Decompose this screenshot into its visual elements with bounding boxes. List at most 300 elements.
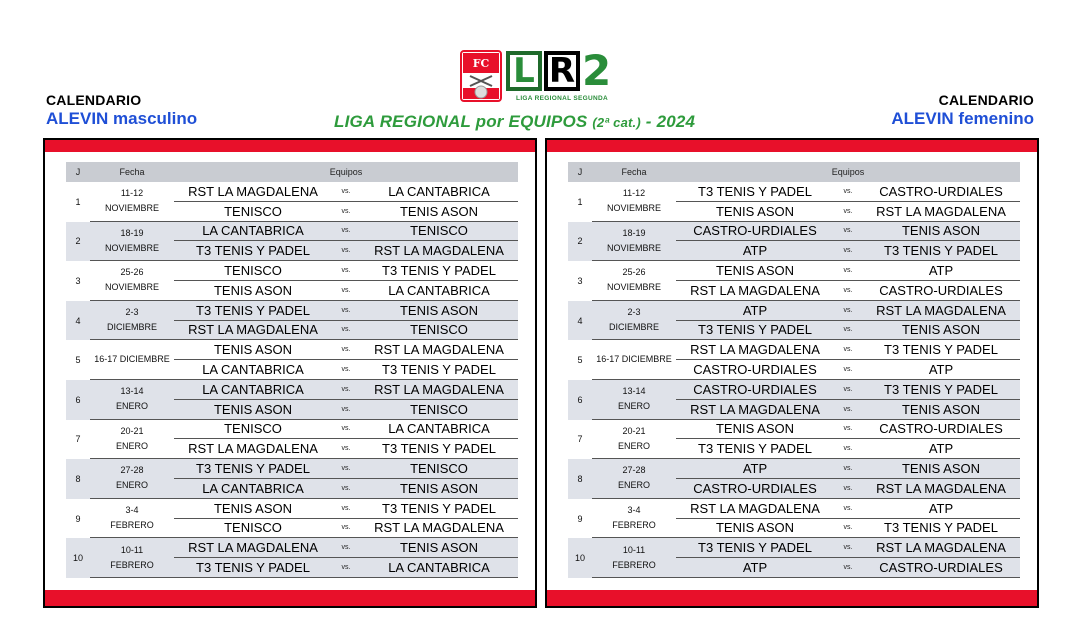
date-days: 3-4	[125, 505, 139, 516]
match-row	[676, 340, 1020, 360]
jornada-number: 4	[568, 301, 592, 341]
date-month: FEBRERO	[110, 559, 154, 570]
home-team: TENIS ASON	[213, 282, 293, 298]
vs-label: vs.	[341, 465, 351, 473]
away-team: T3 TENIS Y PADEL	[884, 381, 998, 397]
jornada-row	[568, 301, 1020, 341]
jornada-date	[592, 222, 676, 262]
match-row	[174, 182, 518, 202]
vs-label: vs.	[843, 227, 853, 235]
away-team: CASTRO-URDIALES	[879, 183, 1003, 199]
match-row	[676, 222, 1020, 242]
away-team: ATP	[928, 500, 954, 516]
home-team: RST LA MAGDALENA	[188, 183, 318, 199]
match-row	[676, 558, 1020, 578]
jornada-date	[90, 420, 174, 460]
header-fecha: Fecha	[119, 167, 145, 177]
vs-label: vs.	[843, 564, 853, 572]
jornada-number: 8	[66, 459, 90, 499]
date-days: 20-21	[622, 425, 646, 436]
match-row	[174, 202, 518, 222]
match-row	[174, 301, 518, 321]
header-fecha: Fecha	[621, 167, 647, 177]
match-row	[174, 360, 518, 380]
title-main: LIGA REGIONAL por EQUIPOS	[334, 112, 588, 131]
jornada-number: 2	[66, 222, 90, 262]
vs-label: vs.	[843, 286, 853, 294]
title-category: (2ª cat.)	[592, 115, 641, 130]
jornada-row	[66, 459, 518, 499]
date-days: 18-19	[622, 227, 646, 238]
jornada-number: 10	[568, 538, 592, 578]
date-days: 20-21	[120, 425, 144, 436]
date-month: FEBRERO	[612, 559, 656, 570]
femenino-panel	[545, 138, 1039, 608]
jornada-date	[592, 380, 676, 420]
home-team: T3 TENIS Y PADEL	[196, 560, 310, 576]
date-days: 16-17 DICIEMBRE	[94, 354, 170, 365]
red-bar-bottom	[547, 590, 1037, 606]
category-left: ALEVIN masculino	[46, 109, 198, 128]
date-month: DICIEMBRE	[608, 322, 659, 333]
match-row	[676, 321, 1020, 341]
jornada-number: 5	[577, 355, 583, 366]
jornada-number: 4	[66, 301, 90, 341]
away-team: TENISCO	[410, 461, 468, 477]
jornada-row	[66, 538, 518, 578]
home-team: RST LA MAGDALENA	[188, 540, 318, 556]
vs-label: vs.	[341, 267, 351, 275]
jornada-date	[592, 261, 676, 301]
jornada-number: 5	[75, 355, 81, 366]
date-days: 25-26	[120, 267, 144, 278]
jornada-number: 3	[75, 275, 81, 286]
away-team: T3 TENIS Y PADEL	[382, 500, 496, 516]
match-list	[676, 261, 1020, 301]
away-team: RST LA MAGDALENA	[374, 520, 504, 536]
away-team: ATP	[928, 441, 954, 457]
jornada-date	[90, 538, 174, 578]
vs-label: vs.	[843, 524, 853, 532]
match-list	[676, 380, 1020, 420]
away-team: TENIS ASON	[399, 480, 479, 496]
jornada-row	[568, 261, 1020, 301]
match-row	[676, 182, 1020, 202]
logos	[460, 46, 620, 102]
date-days: 25-26	[622, 267, 646, 278]
match-list	[676, 499, 1020, 539]
jornada-row	[66, 301, 518, 341]
match-row	[676, 261, 1020, 281]
date-days: 18-19	[120, 227, 144, 238]
away-team: T3 TENIS Y PADEL	[382, 441, 496, 457]
home-team: ATP	[742, 243, 768, 259]
vs-label: vs.	[341, 385, 351, 393]
away-team: TENISCO	[410, 401, 468, 417]
jornada-date	[592, 340, 676, 380]
match-list	[174, 538, 518, 578]
vs-label: vs.	[341, 544, 351, 552]
date-days: 11-12	[622, 188, 646, 199]
home-team: RST LA MAGDALENA	[188, 441, 318, 457]
table-header	[66, 162, 518, 182]
jornada-date	[90, 459, 174, 499]
date-month: NOVIEMBRE	[104, 282, 159, 293]
match-row	[676, 538, 1020, 558]
home-team: TENIS ASON	[213, 401, 293, 417]
vs-label: vs.	[843, 445, 853, 453]
vs-label: vs.	[341, 484, 351, 492]
masculino-panel	[43, 138, 537, 608]
date-month: FEBRERO	[110, 520, 154, 531]
header-j: J	[577, 167, 583, 177]
vs-label: vs.	[341, 445, 351, 453]
away-team: CASTRO-URDIALES	[879, 282, 1003, 298]
category-right: ALEVIN femenino	[891, 109, 1034, 128]
home-team: RST LA MAGDALENA	[690, 282, 820, 298]
vs-label: vs.	[843, 484, 853, 492]
away-team: LA CANTABRICA	[388, 282, 490, 298]
svg-text:FC: FC	[472, 57, 490, 70]
header-equipos: Equipos	[329, 167, 363, 177]
match-row	[676, 281, 1020, 301]
away-team: T3 TENIS Y PADEL	[884, 520, 998, 536]
date-month: NOVIEMBRE	[104, 203, 159, 214]
away-team: TENIS ASON	[399, 540, 479, 556]
home-team: LA CANTABRICA	[202, 362, 304, 378]
away-team: LA CANTABRICA	[388, 560, 490, 576]
home-team: TENIS ASON	[715, 203, 795, 219]
match-list	[676, 340, 1020, 380]
vs-label: vs.	[843, 425, 853, 433]
red-bar-bottom	[45, 590, 535, 606]
jornada-date	[592, 182, 676, 222]
logo-letter-2: 2	[582, 46, 612, 95]
match-row	[174, 281, 518, 301]
vs-label: vs.	[843, 187, 853, 195]
jornada-row	[66, 420, 518, 460]
jornada-date	[90, 380, 174, 420]
vs-label: vs.	[341, 564, 351, 572]
calendar-label-right: CALENDARIO	[938, 92, 1034, 108]
date-days: 27-28	[622, 465, 646, 476]
header-equipos: Equipos	[831, 167, 865, 177]
match-list	[174, 301, 518, 341]
jornada-row	[568, 459, 1020, 499]
match-row	[676, 420, 1020, 440]
date-month: NOVIEMBRE	[104, 242, 159, 253]
away-team: RST LA MAGDALENA	[374, 381, 504, 397]
jornada-row	[66, 222, 518, 262]
match-list	[174, 380, 518, 420]
away-team: TENIS ASON	[901, 401, 981, 417]
jornada-row	[568, 222, 1020, 262]
jornada-number: 1	[75, 196, 81, 207]
match-row	[174, 420, 518, 440]
home-team: TENISCO	[224, 421, 282, 437]
date-month: DICIEMBRE	[106, 322, 157, 333]
home-team: CASTRO-URDIALES	[693, 480, 817, 496]
vs-label: vs.	[843, 207, 853, 215]
home-team: T3 TENIS Y PADEL	[698, 441, 812, 457]
table-header	[568, 162, 1020, 182]
away-team: TENIS ASON	[901, 461, 981, 477]
jornada-row	[66, 340, 518, 380]
match-row	[676, 519, 1020, 539]
home-team: CASTRO-URDIALES	[693, 223, 817, 239]
jornada-number: 9	[75, 513, 81, 524]
match-row	[676, 241, 1020, 261]
jornada-number: 6	[568, 380, 592, 420]
vs-label: vs.	[341, 247, 351, 255]
date-month: ENERO	[115, 480, 148, 491]
masculino-table	[66, 162, 518, 578]
home-team: CASTRO-URDIALES	[693, 381, 817, 397]
away-team: CASTRO-URDIALES	[879, 421, 1003, 437]
home-team: T3 TENIS Y PADEL	[698, 540, 812, 556]
vs-label: vs.	[341, 227, 351, 235]
jornada-number: 8	[568, 459, 592, 499]
match-list	[676, 459, 1020, 499]
header-right	[891, 92, 1034, 129]
match-row	[676, 301, 1020, 321]
home-team: TENISCO	[224, 203, 282, 219]
jornada-number: 3	[577, 275, 583, 286]
away-team: RST LA MAGDALENA	[876, 203, 1006, 219]
home-team: RST LA MAGDALENA	[690, 401, 820, 417]
home-team: TENIS ASON	[715, 263, 795, 279]
away-team: RST LA MAGDALENA	[876, 480, 1006, 496]
home-team: TENISCO	[224, 520, 282, 536]
match-row	[174, 558, 518, 578]
femenino-table	[568, 162, 1020, 578]
match-list	[174, 459, 518, 499]
home-team: TENIS ASON	[715, 421, 795, 437]
vs-label: vs.	[341, 405, 351, 413]
home-team: RST LA MAGDALENA	[188, 322, 318, 338]
vs-label: vs.	[843, 346, 853, 354]
match-row	[676, 380, 1020, 400]
away-team: RST LA MAGDALENA	[374, 342, 504, 358]
match-row	[174, 439, 518, 459]
home-team: ATP	[742, 560, 768, 576]
jornada-row	[568, 538, 1020, 578]
red-bar-top	[45, 140, 535, 152]
vs-label: vs.	[341, 326, 351, 334]
jornada-date	[90, 182, 174, 222]
home-team: RST LA MAGDALENA	[690, 342, 820, 358]
match-row	[174, 340, 518, 360]
vs-label: vs.	[843, 366, 853, 374]
date-month: NOVIEMBRE	[606, 203, 661, 214]
match-row	[174, 261, 518, 281]
vs-label: vs.	[341, 286, 351, 294]
away-team: TENIS ASON	[901, 223, 981, 239]
date-days: 11-12	[120, 188, 144, 199]
home-team: LA CANTABRICA	[202, 381, 304, 397]
jornada-number: 10	[66, 538, 90, 578]
away-team: TENIS ASON	[399, 203, 479, 219]
jornada-date	[90, 261, 174, 301]
home-team: TENIS ASON	[213, 500, 293, 516]
jornada-date	[90, 340, 174, 380]
match-row	[174, 222, 518, 242]
calendar-label-left: CALENDARIO	[46, 92, 142, 108]
match-row	[174, 400, 518, 420]
header-left	[46, 92, 197, 129]
home-team: ATP	[742, 461, 768, 477]
away-team: ATP	[928, 362, 954, 378]
date-month: ENERO	[617, 401, 650, 412]
date-days: 2-3	[125, 307, 139, 318]
date-month: ENERO	[617, 480, 650, 491]
jornada-date	[592, 459, 676, 499]
jornada-row	[66, 261, 518, 301]
away-team: CASTRO-URDIALES	[879, 560, 1003, 576]
home-team: T3 TENIS Y PADEL	[698, 183, 812, 199]
away-team: LA CANTABRICA	[388, 421, 490, 437]
vs-label: vs.	[341, 207, 351, 215]
jornada-number: 1	[577, 196, 583, 207]
home-team: T3 TENIS Y PADEL	[698, 322, 812, 338]
match-row	[174, 479, 518, 499]
logo-letter-r: R	[544, 51, 580, 91]
jornada-row	[66, 380, 518, 420]
jornada-row	[66, 182, 518, 222]
home-team: LA CANTABRICA	[202, 223, 304, 239]
match-list	[174, 222, 518, 262]
logo-letter-l: L	[506, 51, 542, 91]
vs-label: vs.	[341, 306, 351, 314]
away-team: TENISCO	[410, 223, 468, 239]
vs-label: vs.	[843, 504, 853, 512]
match-list	[676, 420, 1020, 460]
vs-label: vs.	[341, 366, 351, 374]
jornada-number: 7	[75, 434, 81, 445]
away-team: TENISCO	[410, 322, 468, 338]
jornada-date	[592, 538, 676, 578]
jornada-date	[90, 222, 174, 262]
home-team: T3 TENIS Y PADEL	[196, 302, 310, 318]
vs-label: vs.	[341, 187, 351, 195]
match-list	[676, 538, 1020, 578]
date-days: 10-11	[622, 544, 646, 555]
match-row	[174, 519, 518, 539]
page-title	[334, 112, 754, 132]
vs-label: vs.	[843, 267, 853, 275]
vs-label: vs.	[843, 465, 853, 473]
jornada-date	[90, 301, 174, 341]
club-shield-icon	[460, 50, 502, 102]
date-days: 16-17 DICIEMBRE	[596, 354, 672, 365]
jornada-number: 6	[66, 380, 90, 420]
jornada-row	[568, 420, 1020, 460]
date-month: NOVIEMBRE	[606, 242, 661, 253]
vs-label: vs.	[341, 425, 351, 433]
match-row	[676, 499, 1020, 519]
header-j: J	[75, 167, 81, 177]
date-days: 13-14	[622, 386, 646, 397]
jornada-number: 7	[577, 434, 583, 445]
match-list	[676, 222, 1020, 262]
match-row	[174, 538, 518, 558]
away-team: LA CANTABRICA	[388, 183, 490, 199]
vs-label: vs.	[843, 306, 853, 314]
logo-caption: LIGA REGIONAL SEGUNDA	[516, 95, 608, 102]
home-team: CASTRO-URDIALES	[693, 362, 817, 378]
away-team: TENIS ASON	[399, 302, 479, 318]
home-team: TENISCO	[224, 263, 282, 279]
jornada-date	[592, 499, 676, 539]
home-team: TENIS ASON	[213, 342, 293, 358]
date-days: 3-4	[627, 505, 641, 516]
home-team: ATP	[742, 302, 768, 318]
match-row	[676, 439, 1020, 459]
jornada-row	[66, 499, 518, 539]
red-bar-top	[547, 140, 1037, 152]
away-team: RST LA MAGDALENA	[374, 243, 504, 259]
jornada-row	[568, 499, 1020, 539]
lr2-logo	[506, 46, 620, 102]
vs-label: vs.	[843, 326, 853, 334]
match-list	[174, 499, 518, 539]
vs-label: vs.	[843, 544, 853, 552]
jornada-number: 9	[577, 513, 583, 524]
vs-label: vs.	[341, 504, 351, 512]
away-team: RST LA MAGDALENA	[876, 302, 1006, 318]
match-row	[174, 499, 518, 519]
jornada-date	[90, 499, 174, 539]
jornada-row	[568, 340, 1020, 380]
date-month: ENERO	[115, 401, 148, 412]
jornada-row	[568, 380, 1020, 420]
vs-label: vs.	[341, 346, 351, 354]
vs-label: vs.	[341, 524, 351, 532]
match-list	[174, 420, 518, 460]
jornada-row	[568, 182, 1020, 222]
match-row	[676, 360, 1020, 380]
date-days: 13-14	[120, 386, 144, 397]
match-row	[174, 241, 518, 261]
vs-label: vs.	[843, 385, 853, 393]
jornada-date	[592, 301, 676, 341]
home-team: T3 TENIS Y PADEL	[196, 243, 310, 259]
vs-label: vs.	[843, 247, 853, 255]
home-team: TENIS ASON	[715, 520, 795, 536]
match-list	[174, 182, 518, 222]
match-row	[676, 459, 1020, 479]
away-team: RST LA MAGDALENA	[876, 540, 1006, 556]
match-row	[174, 380, 518, 400]
vs-label: vs.	[843, 405, 853, 413]
match-row	[676, 479, 1020, 499]
jornada-date	[592, 420, 676, 460]
away-team: T3 TENIS Y PADEL	[382, 362, 496, 378]
match-list	[676, 182, 1020, 222]
match-row	[174, 459, 518, 479]
jornada-number: 2	[568, 222, 592, 262]
match-list	[174, 261, 518, 301]
date-month: FEBRERO	[612, 520, 656, 531]
away-team: T3 TENIS Y PADEL	[382, 263, 496, 279]
home-team: LA CANTABRICA	[202, 480, 304, 496]
date-month: ENERO	[115, 440, 148, 451]
home-team: RST LA MAGDALENA	[690, 500, 820, 516]
home-team: T3 TENIS Y PADEL	[196, 461, 310, 477]
match-list	[676, 301, 1020, 341]
title-year: - 2024	[640, 112, 696, 131]
match-row	[174, 321, 518, 341]
